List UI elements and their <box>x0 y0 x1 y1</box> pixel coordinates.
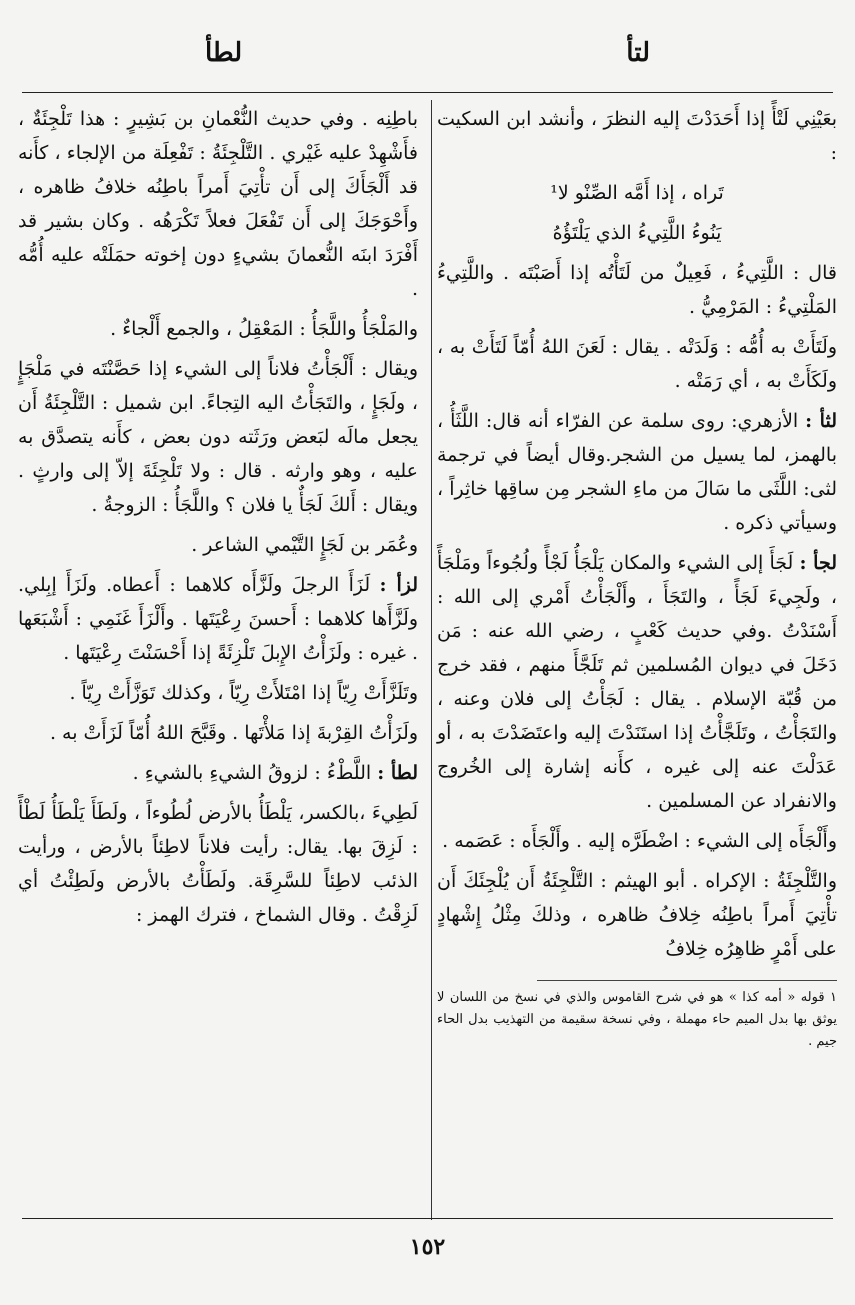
paragraph: قال : اللَّتِيءُ ، فَعِيلٌ من لَتَأْتُه إذا أَصَبْتَه . واللَّتِيءُ المَلْتِيءُ : المَرْمِيُّ . <box>437 262 837 318</box>
right-column <box>437 102 837 1053</box>
headword: لطأ : <box>377 762 418 784</box>
headword: لثأ : <box>805 410 837 432</box>
left-column <box>18 102 418 938</box>
running-header-right: لتأ <box>626 38 650 68</box>
header-rule <box>22 92 833 93</box>
page-number: ١٥٢ <box>409 1234 446 1260</box>
verse-line: تَراه ، إذا أَمَّه الصِّنْو لا¹ <box>550 182 724 204</box>
headword: لزأ : <box>379 574 418 596</box>
entry-laza <box>18 568 418 670</box>
footnote: ١ قوله « أمه كذا » هو في شرح القاموس والذي في نسخ من اللسان لا يوثق بها بدل الميم حاء مهملة ، وفي نسخة سقيمة من التهذيب بدل الحاء جيم . <box>437 990 837 1049</box>
paragraph: ويقال : أَلْجَأْتُ فلاناً إلى الشيء إذا حَصَّنْتَه في مَلْجَإٍ ، ولَجَإٍ ، والتَجَأْتُ اليه التِجاءً. ابن شميل : التَّلْجِئَةُ أَن يجعل مالَه لبَعض ورَثَته دون بعض ، كأَنه يتصدَّق به عليه ، وهو وارثه . قال : ولا تَلْجِئَةَ إلاّ إلى وارثٍ . ويقال : أَلكَ لَجَأٌ يا فلان ؟ واللَّجَأُ : الزوجةُ . <box>18 358 418 516</box>
footnote-rule <box>537 980 837 981</box>
paragraph: وعُمَر بن لَجَإٍ التَّيْمي الشاعر . <box>191 534 418 556</box>
paragraph: ولَزَأْتُ القِرْبةَ إذا مَلأْتَها . وقَبَّحَ اللهُ أُمّاً لَزَأَتْ به . <box>49 722 418 744</box>
running-header-left: لطأ <box>205 38 243 68</box>
paragraph: والتَّلْجِئَةُ : الإكراه . أبو الهيثم : التَّلْجِئَةُ أَن يُلْجِئَكَ أَن تأْتِيَ أَمراً باطِنُه خِلافُ ظاهره ، وذلكَ مِثْلُ إِشْهادٍ على أَمْرٍ ظاهِرُه خِلافُ <box>437 870 837 960</box>
footer-rule <box>22 1218 833 1219</box>
paragraph: باطِنِه . وفي حديث النُّعْمانِ بن بَشِيرٍ : هذا تَلْجِئَةٌ ، فأَشْهِدْ عليه غَيْري . التَّلْجِئَةُ : تَفْعِلَة من الإلجاء ، كأَنه قد أَلْجَأَكَ إلى أَن تأْتِيَ أَمراً باطِنُه خلافُ ظاهره ، وأَحْوَجَكَ إلى أَن تَفْعَلَ فعلاً تَكْرَهُه . وكان بشير قد أَفْرَدَ ابنَه النُّعمانَ بشيءٍ دون إخوته حمَلَتْه عليه أُمُّه . <box>18 108 418 300</box>
paragraph: والمَلْجَأُ واللَّجَأُ : المَعْقِلُ ، والجمع أَلْجاءٌ . <box>110 318 418 340</box>
entry-text: الأزهري: روى سلمة عن الفرّاء أنه قال: اللَّثَأُ ، بالهمز، لما يسيل من الشجر.وقال أيضاً في ترجمة لثى: اللَّثَى ما سَالَ من ماءِ الشجر مِن ساقِها خاثِراً ، وسيأتي ذكره . <box>437 410 837 534</box>
entry-text: لَزَأَ الرجلَ ولَزَّأَه كلاهما : أَعطاه. ولَزَأَ إبِلي. ولَزَّأَها كلاهما : أَحسنَ رِعْيَتَها . وأَلْزَأَ غَنَمِي : أَشْبَعَها . غيره : ولَزَأْتُ الإِبلَ تَلْزِئَةً إذا أَحْسَنْتَ رِعْيَتَها . <box>18 574 418 664</box>
entry-laja <box>437 546 837 818</box>
verse-line: يَنُوءُ اللَّتِيءُ الذي يَلْتَؤُهُ <box>552 222 722 244</box>
paragraph: وأَلْجَأَه إلى الشيء : اضْطَرَّه إليه . وأَلْجَأَه : عَصَمه . <box>442 830 837 852</box>
paragraph: ولَتَأَتْ به أُمُّه : وَلَدَتْه . يقال : لَعَنَ اللهُ أُمّاً لَتَأَتْ به ، ولَكَأَتْ به ، أي رَمَتْه . <box>437 336 837 392</box>
paragraph: بعَيْنِي لَتْأً إذا أَحَدَدْتَ إليه النظرَ ، وأنشد ابن السكيت : <box>437 108 837 164</box>
headword: لجأ : <box>799 552 837 574</box>
entry-text: اللَّطْءُ : لزوقُ الشيءِ بالشيءِ . <box>132 762 372 784</box>
entry-lutha <box>437 404 837 540</box>
paragraph: لَطِيءَ ،بالكسر، يَلْطَأُ بالأرض لُطُوءاً ، ولَطَأَ يَلْطَأُ لَطْأً : لَزِقَ بها. يقال: رأيت فلاناً لاطِئاً بالأرض ، ورأيت الذئب لاطِئاً للسَّرِقَة. ولَطَأْتُ بالأرض ولَطِئْتُ أي لَزِقْتُ . وقال الشماخ ، فترك الهمز : <box>18 802 418 926</box>
entry-lata <box>18 756 418 790</box>
column-divider <box>431 100 432 1220</box>
entry-text: لَجَأَ إلى الشيء والمكان يَلْجَأُ لَجْأً ولُجُوءاً ومَلْجَأً ، ولَجِيءَ لَجَأً ، والتَجَأَ ، وأَلْجَأْتُ أَمْري إلى الله : أَسْنَدْتُ .وفي حديث كَعْبٍ ، رضي الله عنه : مَن دَخَلَ في ديوان المُسلمين ثم تَلَجَّأَ منهم ، فقد خرج من قُبّة الإسلام . يقال : لَجَأْتُ إلى فلان وعنه ، والتَجَأْتُ ، وتَلَجَّأْتُ إذا استَنَدْتَ إليه واعتَضَدْتَ به ، أو عَدَلْتَ عنه إلى غيره ، كأَنه إشارة إلى الخُروج والانفراد عن المسلمين . <box>437 552 837 812</box>
paragraph: وتَلَزَّأَتْ رِيّاً إذا امْتَلأَتْ رِيّاً ، وكذلك تَوَزَّأَتْ رِيّاً . <box>69 682 418 704</box>
